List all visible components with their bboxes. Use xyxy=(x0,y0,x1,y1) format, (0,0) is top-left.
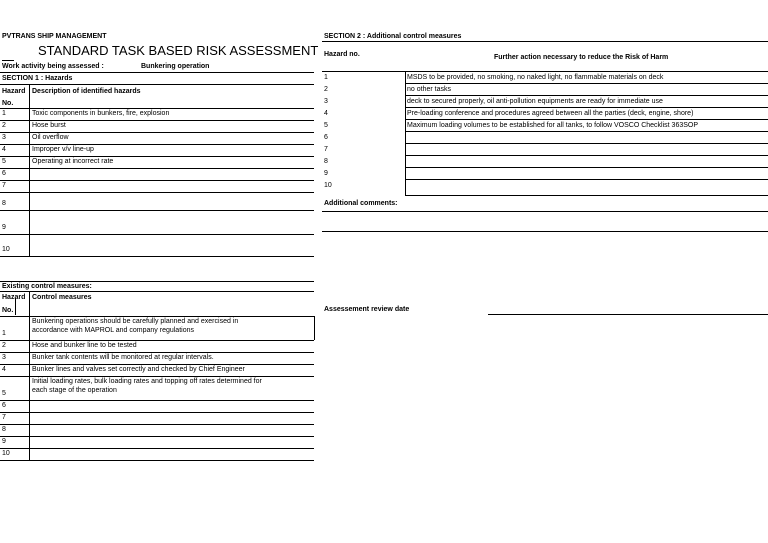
hazard-no: 4 xyxy=(2,146,6,153)
table-row-divider xyxy=(0,352,314,353)
further-action: Maximum loading volumes to be established for all tanks, to follow VOSCO Checklist 363SOP xyxy=(407,122,699,129)
table-row-divider xyxy=(405,155,768,156)
hazard-no: 3 xyxy=(324,98,328,105)
table-row-divider xyxy=(0,180,314,181)
control-no: 6 xyxy=(2,402,6,409)
hazard-no: 8 xyxy=(324,158,328,165)
table-row-divider xyxy=(0,316,314,317)
table-row-divider xyxy=(0,210,314,211)
control-measure: Bunker lines and valves set correctly and checked by Chief Engineer xyxy=(32,366,245,373)
table-row-divider xyxy=(0,460,314,461)
company-name: PVTRANS SHIP MANAGEMENT xyxy=(2,33,107,40)
hazard-no: 1 xyxy=(324,74,328,81)
table-row-divider xyxy=(0,340,314,341)
work-activity-label: Work activity being assessed : xyxy=(2,63,104,70)
table-row-divider xyxy=(0,400,314,401)
table-row-divider xyxy=(405,83,768,84)
existing-col-no: Hazard xyxy=(2,294,26,301)
section2-col-action: Further action necessary to reduce the Risk of Harm xyxy=(494,54,669,61)
table-row-divider xyxy=(0,436,314,437)
control-measure: Initial loading rates, bulk loading rates and topping off rates determined for xyxy=(32,378,262,385)
further-action: deck to secured properly, oil anti-pollution equipments are ready for immediate use xyxy=(407,98,663,105)
existing-col-measures: Control measures xyxy=(32,294,92,301)
control-no: 5 xyxy=(2,390,6,397)
table-row-divider xyxy=(0,192,314,193)
hazard-description: Hose burst xyxy=(32,122,66,129)
further-action: no other tasks xyxy=(407,86,451,93)
existing-col-no-2: No. xyxy=(2,307,14,314)
divider xyxy=(322,41,768,42)
hazard-no: 2 xyxy=(324,86,328,93)
hazard-no: 2 xyxy=(2,122,6,129)
control-measure-cont: accordance with MAPROL and company regulations xyxy=(32,327,194,334)
hazard-no: 3 xyxy=(2,134,6,141)
table-row-divider xyxy=(0,364,314,365)
table-row-divider xyxy=(405,107,768,108)
section1-title: SECTION 1 : Hazards xyxy=(2,75,73,82)
control-no: 7 xyxy=(2,414,6,421)
control-measure: Bunker tank contents will be monitored at regular intervals. xyxy=(32,354,214,361)
table-row-divider xyxy=(0,256,314,257)
table-row-divider xyxy=(0,132,314,133)
hazard-no: 4 xyxy=(324,110,328,117)
control-no: 1 xyxy=(2,330,6,337)
control-measure: Hose and bunker line to be tested xyxy=(32,342,137,349)
table-row-divider xyxy=(405,131,768,132)
table-row-divider xyxy=(0,108,314,109)
control-no: 8 xyxy=(2,426,6,433)
comments-line xyxy=(322,231,768,232)
hazard-no: 1 xyxy=(2,110,6,117)
table-row-divider xyxy=(405,143,768,144)
table-row-divider xyxy=(0,412,314,413)
review-date-label: Assessement review date xyxy=(324,306,410,313)
review-date-line xyxy=(488,314,768,315)
comments-line xyxy=(322,211,768,212)
hazard-description: Improper v/v line-up xyxy=(32,146,94,153)
control-no: 2 xyxy=(2,342,6,349)
work-activity-value: Bunkering operation xyxy=(141,63,210,70)
control-measure-cont: each stage of the operation xyxy=(32,387,117,394)
further-action: MSDS to be provided, no smoking, no naked light, no flammable materials on deck xyxy=(407,74,664,81)
hazard-description: Oil overflow xyxy=(32,134,69,141)
divider xyxy=(0,72,314,73)
section2-title: SECTION 2 : Additional control measures xyxy=(324,33,462,40)
hazard-no: 7 xyxy=(324,146,328,153)
further-action: Pre-loading conference and procedures agreed between all the parties (deck, engine, shore) xyxy=(407,110,694,117)
table-row-divider xyxy=(405,167,768,168)
control-no: 10 xyxy=(2,450,10,457)
hazard-no: 9 xyxy=(324,170,328,177)
existing-title: Existing control measures: xyxy=(2,283,92,290)
control-measure: Bunkering operations should be carefully planned and exercised in xyxy=(32,318,239,325)
table-row-divider xyxy=(0,120,314,121)
hazard-no: 6 xyxy=(324,134,328,141)
table-row-divider xyxy=(0,448,314,449)
table-row-divider xyxy=(405,95,768,96)
divider xyxy=(0,84,314,85)
hazard-description: Toxic components in bunkers, fire, explosion xyxy=(32,110,170,117)
control-no: 4 xyxy=(2,366,6,373)
hazard-description: Operating at incorrect rate xyxy=(32,158,114,165)
table-row-divider xyxy=(405,119,768,120)
hazard-no: 5 xyxy=(324,122,328,129)
hazard-no: 10 xyxy=(2,246,10,253)
table-row-divider xyxy=(0,168,314,169)
additional-comments-label: Additional comments: xyxy=(324,200,398,207)
control-no: 9 xyxy=(2,438,6,445)
form-title: STANDARD TASK BASED RISK ASSESSMENT xyxy=(38,43,319,58)
title-underline-mark xyxy=(2,60,14,61)
table-row-divider xyxy=(0,144,314,145)
hazard-no: 8 xyxy=(2,200,6,207)
section1-col-desc: Description of identified hazards xyxy=(32,88,141,95)
table-row-divider xyxy=(0,376,314,377)
control-no: 3 xyxy=(2,354,6,361)
table-row-divider xyxy=(405,195,768,196)
table-row-divider xyxy=(0,156,314,157)
hazard-no: 10 xyxy=(324,182,332,189)
cursor-mark xyxy=(15,298,16,315)
section2-col-divider xyxy=(405,71,406,195)
hazard-no: 5 xyxy=(2,158,6,165)
section2-col-no: Hazard no. xyxy=(324,51,360,58)
section1-col-no: Hazard xyxy=(2,88,26,95)
existing-right-border xyxy=(314,316,315,340)
section1-col-no-2: No. xyxy=(2,100,14,107)
table-row-divider xyxy=(0,424,314,425)
divider xyxy=(322,71,768,72)
divider xyxy=(0,291,314,292)
hazard-no: 9 xyxy=(2,224,6,231)
table-row-divider xyxy=(0,234,314,235)
section1-col-divider xyxy=(29,84,30,256)
table-row-divider xyxy=(405,179,768,180)
hazard-no: 7 xyxy=(2,182,6,189)
divider xyxy=(0,281,314,282)
hazard-no: 6 xyxy=(2,170,6,177)
